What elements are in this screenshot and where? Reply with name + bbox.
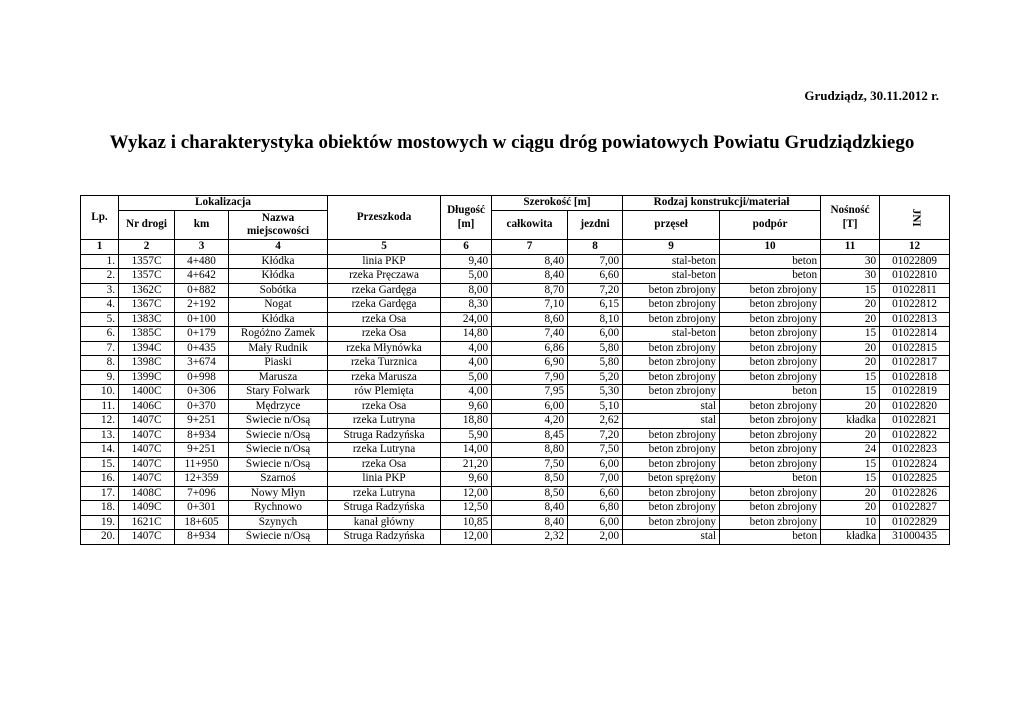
cell-lp: 16. <box>81 472 119 487</box>
cell-jni: 01022823 <box>880 443 950 458</box>
column-number: 7 <box>492 240 568 255</box>
cell-konstrukcja-podpor: beton zbrojony <box>720 312 821 327</box>
cell-przeszkoda: rzeka Lutryna <box>328 443 441 458</box>
cell-nosnosc: 30 <box>821 269 880 284</box>
table-row <box>81 414 950 429</box>
cell-jni: 01022820 <box>880 399 950 414</box>
cell-szerokosc-calkowita: 8,50 <box>492 472 568 487</box>
header-jezdni: jezdni <box>568 211 623 240</box>
cell-szerokosc-jezdni: 5,30 <box>568 385 623 400</box>
bridges-table <box>80 195 950 545</box>
cell-konstrukcja-podpor: beton <box>720 472 821 487</box>
table-row <box>81 341 950 356</box>
cell-km: 0+370 <box>175 399 229 414</box>
cell-przeszkoda: Struga Radzyńska <box>328 530 441 545</box>
cell-szerokosc-calkowita: 8,70 <box>492 283 568 298</box>
cell-nr-drogi: 1407C <box>119 428 175 443</box>
header-row-sub <box>81 211 950 240</box>
cell-nr-drogi: 1400C <box>119 385 175 400</box>
cell-miejscowosc: Kłódka <box>229 254 328 269</box>
cell-lp: 18. <box>81 501 119 516</box>
column-number-row <box>81 240 950 255</box>
table-row <box>81 501 950 516</box>
cell-przeszkoda: rzeka Osa <box>328 457 441 472</box>
column-number: 2 <box>119 240 175 255</box>
table-row <box>81 370 950 385</box>
cell-dlugosc: 4,00 <box>441 385 492 400</box>
cell-nr-drogi: 1357C <box>119 269 175 284</box>
cell-lp: 14. <box>81 443 119 458</box>
cell-miejscowosc: Świecie n/Osą <box>229 414 328 429</box>
cell-nr-drogi: 1407C <box>119 443 175 458</box>
cell-szerokosc-jezdni: 6,00 <box>568 515 623 530</box>
cell-nosnosc: 20 <box>821 298 880 313</box>
cell-konstrukcja-podpor: beton <box>720 385 821 400</box>
cell-konstrukcja-podpor: beton zbrojony <box>720 515 821 530</box>
cell-nr-drogi: 1406C <box>119 399 175 414</box>
cell-szerokosc-jezdni: 7,20 <box>568 428 623 443</box>
table-row <box>81 486 950 501</box>
cell-przeszkoda: rzeka Młynówka <box>328 341 441 356</box>
cell-konstrukcja-przesel: beton zbrojony <box>623 515 720 530</box>
cell-dlugosc: 8,30 <box>441 298 492 313</box>
cell-konstrukcja-przesel: beton zbrojony <box>623 283 720 298</box>
cell-konstrukcja-przesel: beton zbrojony <box>623 457 720 472</box>
cell-szerokosc-calkowita: 8,80 <box>492 443 568 458</box>
cell-szerokosc-calkowita: 7,95 <box>492 385 568 400</box>
cell-miejscowosc: Mały Rudnik <box>229 341 328 356</box>
cell-nosnosc: 15 <box>821 472 880 487</box>
header-lp: Lp. <box>81 196 119 240</box>
table-row <box>81 457 950 472</box>
cell-km: 0+998 <box>175 370 229 385</box>
cell-dlugosc: 5,00 <box>441 269 492 284</box>
cell-przeszkoda: rzeka Osa <box>328 312 441 327</box>
cell-nosnosc: kładka <box>821 414 880 429</box>
cell-miejscowosc: Nogat <box>229 298 328 313</box>
cell-nosnosc: 20 <box>821 356 880 371</box>
cell-km: 0+882 <box>175 283 229 298</box>
header-szerokosc: Szerokość [m] <box>492 196 623 211</box>
cell-konstrukcja-podpor: beton zbrojony <box>720 399 821 414</box>
cell-jni: 01022809 <box>880 254 950 269</box>
document-date: Grudziądz, 30.11.2012 r. <box>804 88 939 103</box>
cell-nosnosc: 15 <box>821 283 880 298</box>
cell-km: 0+100 <box>175 312 229 327</box>
cell-km: 11+950 <box>175 457 229 472</box>
cell-dlugosc: 9,40 <box>441 254 492 269</box>
cell-konstrukcja-przesel: beton zbrojony <box>623 312 720 327</box>
cell-jni: 01022819 <box>880 385 950 400</box>
cell-lp: 11. <box>81 399 119 414</box>
cell-szerokosc-calkowita: 7,40 <box>492 327 568 342</box>
cell-nr-drogi: 1385C <box>119 327 175 342</box>
cell-nr-drogi: 1362C <box>119 283 175 298</box>
header-jni-cell <box>880 196 950 240</box>
cell-miejscowosc: Świecie n/Osą <box>229 428 328 443</box>
cell-km: 2+192 <box>175 298 229 313</box>
column-number: 4 <box>229 240 328 255</box>
cell-dlugosc: 12,00 <box>441 486 492 501</box>
cell-lp: 6. <box>81 327 119 342</box>
header-km: km <box>175 211 229 240</box>
cell-szerokosc-jezdni: 6,00 <box>568 457 623 472</box>
cell-konstrukcja-przesel: stal <box>623 530 720 545</box>
cell-konstrukcja-przesel: beton zbrojony <box>623 443 720 458</box>
cell-miejscowosc: Piaski <box>229 356 328 371</box>
cell-szerokosc-jezdni: 5,80 <box>568 356 623 371</box>
cell-konstrukcja-przesel: stal <box>623 414 720 429</box>
header-row-top <box>81 196 950 211</box>
cell-szerokosc-calkowita: 7,50 <box>492 457 568 472</box>
cell-jni: 01022825 <box>880 472 950 487</box>
cell-dlugosc: 14,00 <box>441 443 492 458</box>
cell-jni: 01022812 <box>880 298 950 313</box>
cell-lp: 5. <box>81 312 119 327</box>
column-number: 3 <box>175 240 229 255</box>
cell-konstrukcja-przesel: beton zbrojony <box>623 486 720 501</box>
cell-km: 9+251 <box>175 443 229 458</box>
cell-lp: 9. <box>81 370 119 385</box>
header-rodzaj: Rodzaj konstrukcji/materiał <box>623 196 821 211</box>
column-number: 10 <box>720 240 821 255</box>
cell-szerokosc-jezdni: 7,00 <box>568 472 623 487</box>
cell-nr-drogi: 1407C <box>119 457 175 472</box>
cell-przeszkoda: kanał główny <box>328 515 441 530</box>
cell-jni: 01022818 <box>880 370 950 385</box>
cell-nr-drogi: 1383C <box>119 312 175 327</box>
cell-szerokosc-jezdni: 6,15 <box>568 298 623 313</box>
cell-przeszkoda: rów Plemięta <box>328 385 441 400</box>
cell-km: 3+674 <box>175 356 229 371</box>
cell-szerokosc-calkowita: 8,40 <box>492 269 568 284</box>
cell-przeszkoda: rzeka Gardęga <box>328 283 441 298</box>
table-row <box>81 385 950 400</box>
cell-przeszkoda: rzeka Osa <box>328 399 441 414</box>
cell-nr-drogi: 1407C <box>119 414 175 429</box>
cell-miejscowosc: Sobótka <box>229 283 328 298</box>
cell-przeszkoda: linia PKP <box>328 254 441 269</box>
cell-szerokosc-calkowita: 7,10 <box>492 298 568 313</box>
table-row <box>81 515 950 530</box>
cell-miejscowosc: Świecie n/Osą <box>229 443 328 458</box>
cell-nosnosc: 20 <box>821 312 880 327</box>
cell-przeszkoda: rzeka Pręczawa <box>328 269 441 284</box>
cell-miejscowosc: Mędrzyce <box>229 399 328 414</box>
cell-nr-drogi: 1409C <box>119 501 175 516</box>
cell-przeszkoda: rzeka Gardęga <box>328 298 441 313</box>
cell-konstrukcja-przesel: beton zbrojony <box>623 501 720 516</box>
cell-szerokosc-calkowita: 8,40 <box>492 501 568 516</box>
cell-przeszkoda: Struga Radzyńska <box>328 501 441 516</box>
cell-szerokosc-calkowita: 8,60 <box>492 312 568 327</box>
cell-miejscowosc: Kłódka <box>229 269 328 284</box>
cell-szerokosc-calkowita: 6,86 <box>492 341 568 356</box>
cell-miejscowosc: Szynych <box>229 515 328 530</box>
cell-nr-drogi: 1367C <box>119 298 175 313</box>
cell-km: 0+306 <box>175 385 229 400</box>
cell-lp: 17. <box>81 486 119 501</box>
cell-jni: 01022817 <box>880 356 950 371</box>
table-row <box>81 312 950 327</box>
cell-przeszkoda: Struga Radzyńska <box>328 428 441 443</box>
cell-km: 12+359 <box>175 472 229 487</box>
cell-jni: 01022810 <box>880 269 950 284</box>
cell-konstrukcja-przesel: beton zbrojony <box>623 428 720 443</box>
cell-konstrukcja-podpor: beton <box>720 530 821 545</box>
cell-szerokosc-calkowita: 8,40 <box>492 254 568 269</box>
cell-konstrukcja-podpor: beton zbrojony <box>720 414 821 429</box>
cell-miejscowosc: Marusza <box>229 370 328 385</box>
cell-jni: 01022829 <box>880 515 950 530</box>
cell-szerokosc-jezdni: 2,00 <box>568 530 623 545</box>
cell-konstrukcja-przesel: stal-beton <box>623 327 720 342</box>
cell-szerokosc-jezdni: 7,00 <box>568 254 623 269</box>
cell-przeszkoda: rzeka Marusza <box>328 370 441 385</box>
cell-nr-drogi: 1408C <box>119 486 175 501</box>
cell-nosnosc: 15 <box>821 457 880 472</box>
column-number: 8 <box>568 240 623 255</box>
cell-konstrukcja-podpor: beton zbrojony <box>720 486 821 501</box>
cell-przeszkoda: rzeka Lutryna <box>328 414 441 429</box>
column-number: 1 <box>81 240 119 255</box>
cell-konstrukcja-podpor: beton zbrojony <box>720 501 821 516</box>
cell-konstrukcja-przesel: beton zbrojony <box>623 385 720 400</box>
cell-konstrukcja-podpor: beton zbrojony <box>720 356 821 371</box>
cell-szerokosc-jezdni: 8,10 <box>568 312 623 327</box>
cell-dlugosc: 14,80 <box>441 327 492 342</box>
cell-nosnosc: 20 <box>821 486 880 501</box>
cell-lp: 13. <box>81 428 119 443</box>
cell-miejscowosc: Świecie n/Osą <box>229 457 328 472</box>
table-row <box>81 399 950 414</box>
cell-jni: 01022811 <box>880 283 950 298</box>
cell-miejscowosc: Świecie n/Osą <box>229 530 328 545</box>
cell-lp: 1. <box>81 254 119 269</box>
document-title: Wykaz i charakterystyka obiektów mostowych w ciągu dróg powiatowych Powiatu Grudziądzkiego <box>109 132 915 153</box>
cell-konstrukcja-przesel: beton zbrojony <box>623 370 720 385</box>
cell-dlugosc: 4,00 <box>441 356 492 371</box>
table-row <box>81 269 950 284</box>
cell-nosnosc: 10 <box>821 515 880 530</box>
column-number: 5 <box>328 240 441 255</box>
cell-konstrukcja-podpor: beton <box>720 269 821 284</box>
cell-szerokosc-calkowita: 4,20 <box>492 414 568 429</box>
cell-nosnosc: 15 <box>821 385 880 400</box>
cell-dlugosc: 9,60 <box>441 399 492 414</box>
cell-dlugosc: 21,20 <box>441 457 492 472</box>
cell-lp: 4. <box>81 298 119 313</box>
header-nr-drogi: Nr drogi <box>119 211 175 240</box>
cell-lp: 19. <box>81 515 119 530</box>
cell-konstrukcja-podpor: beton zbrojony <box>720 443 821 458</box>
cell-lp: 2. <box>81 269 119 284</box>
cell-nr-drogi: 1357C <box>119 254 175 269</box>
cell-km: 0+301 <box>175 501 229 516</box>
column-number: 9 <box>623 240 720 255</box>
header-jni: JNI <box>909 208 922 227</box>
cell-nosnosc: 15 <box>821 370 880 385</box>
cell-konstrukcja-przesel: stal-beton <box>623 269 720 284</box>
cell-nosnosc: 15 <box>821 327 880 342</box>
cell-km: 18+605 <box>175 515 229 530</box>
cell-nosnosc: 20 <box>821 399 880 414</box>
table-row <box>81 298 950 313</box>
table-row <box>81 428 950 443</box>
cell-km: 8+934 <box>175 530 229 545</box>
cell-szerokosc-jezdni: 6,60 <box>568 486 623 501</box>
cell-szerokosc-jezdni: 5,80 <box>568 341 623 356</box>
cell-konstrukcja-podpor: beton zbrojony <box>720 428 821 443</box>
header-przesel: przęseł <box>623 211 720 240</box>
cell-szerokosc-jezdni: 2,62 <box>568 414 623 429</box>
cell-nr-drogi: 1398C <box>119 356 175 371</box>
cell-km: 0+179 <box>175 327 229 342</box>
cell-konstrukcja-podpor: beton zbrojony <box>720 457 821 472</box>
cell-jni: 31000435 <box>880 530 950 545</box>
cell-dlugosc: 24,00 <box>441 312 492 327</box>
cell-lp: 10. <box>81 385 119 400</box>
cell-szerokosc-calkowita: 7,90 <box>492 370 568 385</box>
cell-szerokosc-calkowita: 8,45 <box>492 428 568 443</box>
cell-lp: 7. <box>81 341 119 356</box>
cell-przeszkoda: rzeka Turznica <box>328 356 441 371</box>
cell-konstrukcja-podpor: beton zbrojony <box>720 283 821 298</box>
table-row <box>81 283 950 298</box>
table-row <box>81 443 950 458</box>
cell-jni: 01022813 <box>880 312 950 327</box>
cell-konstrukcja-przesel: stal <box>623 399 720 414</box>
header-calkowita: całkowita <box>492 211 568 240</box>
cell-szerokosc-jezdni: 6,00 <box>568 327 623 342</box>
cell-jni: 01022815 <box>880 341 950 356</box>
cell-szerokosc-jezdni: 5,20 <box>568 370 623 385</box>
cell-przeszkoda: linia PKP <box>328 472 441 487</box>
cell-miejscowosc: Rychnowo <box>229 501 328 516</box>
cell-szerokosc-calkowita: 6,00 <box>492 399 568 414</box>
cell-jni: 01022826 <box>880 486 950 501</box>
cell-szerokosc-calkowita: 8,40 <box>492 515 568 530</box>
cell-jni: 01022827 <box>880 501 950 516</box>
cell-szerokosc-jezdni: 7,20 <box>568 283 623 298</box>
header-podpor: podpór <box>720 211 821 240</box>
cell-jni: 01022814 <box>880 327 950 342</box>
header-przeszkoda: Przeszkoda <box>328 196 441 240</box>
cell-konstrukcja-przesel: beton sprężony <box>623 472 720 487</box>
cell-dlugosc: 10,85 <box>441 515 492 530</box>
cell-jni: 01022821 <box>880 414 950 429</box>
cell-miejscowosc: Nowy Młyn <box>229 486 328 501</box>
cell-nosnosc: 30 <box>821 254 880 269</box>
cell-nosnosc: 20 <box>821 501 880 516</box>
cell-nr-drogi: 1621C <box>119 515 175 530</box>
cell-miejscowosc: Szarnoś <box>229 472 328 487</box>
table-row <box>81 530 950 545</box>
table-row <box>81 327 950 342</box>
cell-nr-drogi: 1399C <box>119 370 175 385</box>
cell-nosnosc: 20 <box>821 428 880 443</box>
cell-dlugosc: 9,60 <box>441 472 492 487</box>
cell-lp: 3. <box>81 283 119 298</box>
cell-nosnosc: 20 <box>821 341 880 356</box>
cell-km: 7+096 <box>175 486 229 501</box>
cell-dlugosc: 5,90 <box>441 428 492 443</box>
table-row <box>81 356 950 371</box>
header-dlugosc: Długość [m] <box>441 196 492 240</box>
column-number: 6 <box>441 240 492 255</box>
cell-dlugosc: 8,00 <box>441 283 492 298</box>
cell-konstrukcja-podpor: beton zbrojony <box>720 370 821 385</box>
cell-szerokosc-calkowita: 6,90 <box>492 356 568 371</box>
cell-szerokosc-jezdni: 6,80 <box>568 501 623 516</box>
cell-nr-drogi: 1407C <box>119 530 175 545</box>
cell-szerokosc-jezdni: 5,10 <box>568 399 623 414</box>
cell-konstrukcja-przesel: beton zbrojony <box>623 356 720 371</box>
cell-lp: 12. <box>81 414 119 429</box>
table-row <box>81 472 950 487</box>
header-nazwa: Nazwa miejscowości <box>229 211 328 240</box>
cell-km: 4+642 <box>175 269 229 284</box>
cell-km: 9+251 <box>175 414 229 429</box>
cell-miejscowosc: Kłódka <box>229 312 328 327</box>
cell-jni: 01022824 <box>880 457 950 472</box>
cell-dlugosc: 18,80 <box>441 414 492 429</box>
cell-lp: 20. <box>81 530 119 545</box>
cell-nr-drogi: 1394C <box>119 341 175 356</box>
cell-jni: 01022822 <box>880 428 950 443</box>
column-number: 11 <box>821 240 880 255</box>
cell-nosnosc: kładka <box>821 530 880 545</box>
cell-przeszkoda: rzeka Lutryna <box>328 486 441 501</box>
cell-nr-drogi: 1407C <box>119 472 175 487</box>
cell-dlugosc: 5,00 <box>441 370 492 385</box>
header-lokalizacja: Lokalizacja <box>119 196 328 211</box>
cell-konstrukcja-przesel: beton zbrojony <box>623 341 720 356</box>
cell-szerokosc-jezdni: 7,50 <box>568 443 623 458</box>
cell-dlugosc: 12,00 <box>441 530 492 545</box>
cell-km: 8+934 <box>175 428 229 443</box>
cell-dlugosc: 12,50 <box>441 501 492 516</box>
cell-nosnosc: 24 <box>821 443 880 458</box>
cell-konstrukcja-podpor: beton <box>720 254 821 269</box>
cell-miejscowosc: Stary Folwark <box>229 385 328 400</box>
cell-konstrukcja-podpor: beton zbrojony <box>720 298 821 313</box>
cell-przeszkoda: rzeka Osa <box>328 327 441 342</box>
cell-lp: 15. <box>81 457 119 472</box>
cell-konstrukcja-podpor: beton zbrojony <box>720 327 821 342</box>
cell-szerokosc-calkowita: 8,50 <box>492 486 568 501</box>
cell-lp: 8. <box>81 356 119 371</box>
cell-szerokosc-jezdni: 6,60 <box>568 269 623 284</box>
cell-konstrukcja-przesel: beton zbrojony <box>623 298 720 313</box>
cell-km: 0+435 <box>175 341 229 356</box>
cell-miejscowosc: Rogóżno Zamek <box>229 327 328 342</box>
cell-dlugosc: 4,00 <box>441 341 492 356</box>
table-row <box>81 254 950 269</box>
header-nosnosc: Nośność [T] <box>821 196 880 240</box>
cell-szerokosc-calkowita: 2,32 <box>492 530 568 545</box>
cell-km: 4+480 <box>175 254 229 269</box>
cell-konstrukcja-przesel: stal-beton <box>623 254 720 269</box>
column-number: 12 <box>880 240 950 255</box>
table-body <box>81 254 950 544</box>
cell-konstrukcja-podpor: beton zbrojony <box>720 341 821 356</box>
